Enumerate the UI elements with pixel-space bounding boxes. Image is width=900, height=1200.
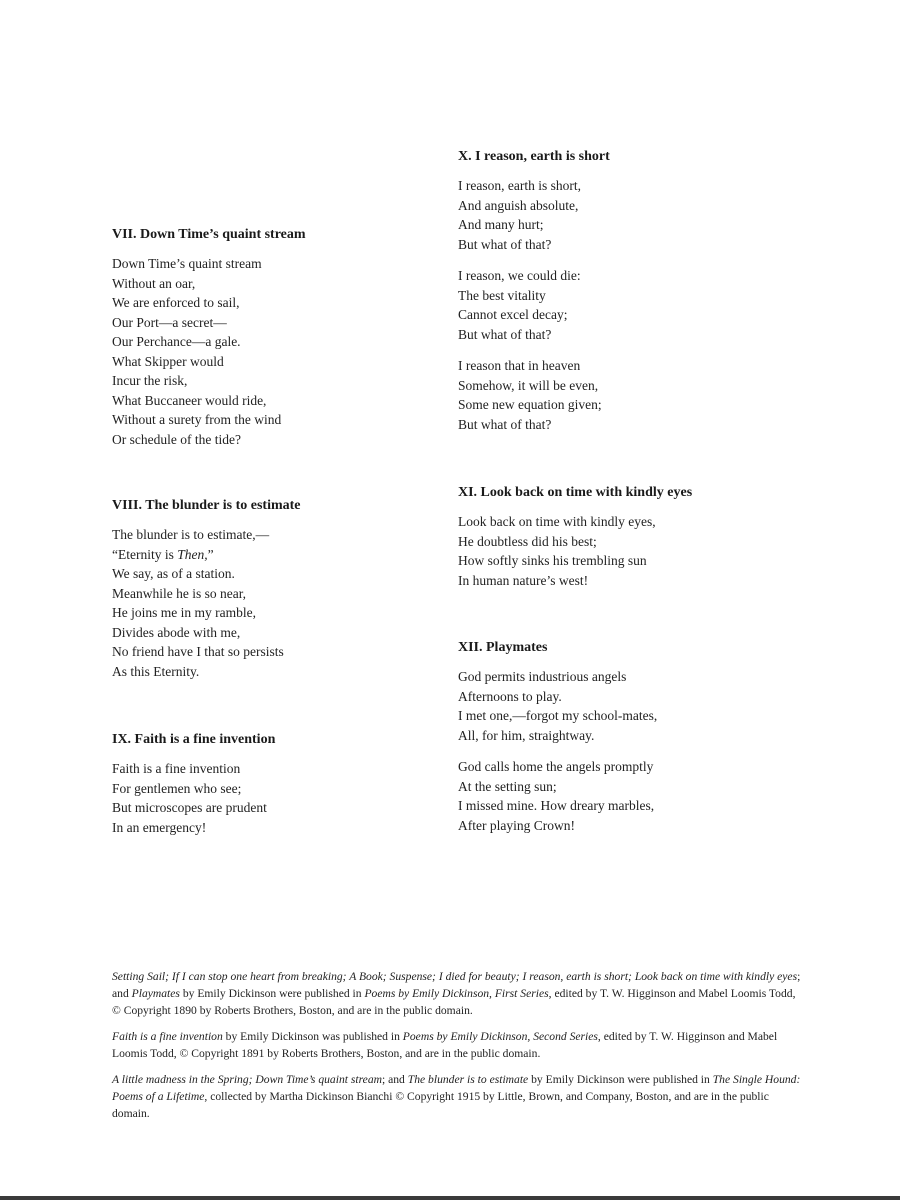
stanza — [458, 266, 610, 344]
credit-paragraph — [112, 1071, 802, 1122]
poem-line: All, for him, straightway. — [458, 727, 595, 743]
stanza — [458, 176, 610, 254]
poem-line: Divides abode with me, — [112, 624, 241, 640]
poem-line: “Eternity is Then,” — [112, 546, 214, 562]
stanza — [458, 356, 610, 434]
credit-text: , edited by T. W. Higginson and Mabel Loomis Todd, © Copyright 1890 by Roberts Brothers, Boston, and are in the public domain. — [112, 987, 796, 1017]
poem-line: But what of that? — [458, 236, 552, 252]
credit-title: Playmates — [131, 987, 180, 1000]
poem-line: Our Perchance—a gale. — [112, 334, 241, 349]
poem-line: For gentlemen who see; — [112, 780, 242, 796]
credit-title: Setting Sail; If I can stop one heart from breaking; A Book; Suspense; I died for beauty; I reason, earth is short; Look back on time with kindly eyes — [112, 970, 798, 983]
poem-line: Without a surety from the wind — [112, 412, 282, 427]
poem-line: God calls home the angels promptly — [458, 759, 654, 774]
poem-line: But microscopes are prudent — [112, 800, 267, 815]
credit-text: ; and — [112, 970, 801, 1000]
stanza — [458, 667, 657, 745]
poem-line: Without an oar, — [112, 275, 196, 291]
poem-line: Somehow, it will be even, — [458, 377, 599, 393]
poem-line: Afternoons to play. — [458, 688, 562, 704]
poem-ix — [112, 731, 275, 849]
poem-line: Faith is a fine invention — [112, 761, 241, 776]
credit-text: by Emily Dickinson was published in — [222, 1030, 403, 1043]
poem-line: In human nature’s west! — [458, 572, 589, 588]
poem-line: But what of that? — [458, 326, 552, 342]
poem-xii — [458, 639, 657, 847]
credit-title: The blunder is to estimate — [407, 1073, 529, 1086]
poem-line: I reason, earth is short, — [458, 178, 581, 193]
poem-line: After playing Crown! — [458, 817, 575, 833]
stanza — [112, 759, 275, 837]
poem-line: At the setting sun; — [458, 778, 557, 794]
credit-text: , edited by T. W. Higginson and Mabel Loomis Todd, © Copyright 1891 by Roberts Brothers, Boston, and are in the public domain. — [112, 1030, 778, 1060]
poem-viii — [112, 497, 301, 693]
stanza — [112, 254, 306, 449]
poem-line: He doubtless did his best; — [458, 533, 597, 549]
poem-line: I reason that in heaven — [458, 358, 581, 373]
poem-title: X. I reason, earth is short — [458, 149, 610, 164]
poem-line: I reason, we could die: — [458, 268, 581, 283]
poem-line: What Skipper would — [112, 353, 224, 369]
poem-line: Our Port—a secret— — [112, 314, 227, 330]
poem-title: IX. Faith is a fine invention — [112, 732, 276, 747]
poem-line: We are enforced to sail, — [112, 295, 240, 310]
poem-title: XI. Look back on time with kindly eyes — [458, 485, 693, 500]
credit-text: by Emily Dickinson were published in — [179, 987, 365, 1000]
credit-text: ; and — [382, 1073, 408, 1086]
poem-line: Incur the risk, — [112, 373, 188, 388]
credit-paragraph — [112, 968, 802, 1019]
poem-line: We say, as of a station. — [112, 566, 235, 581]
credit-title: Faith is a fine invention — [112, 1030, 223, 1043]
poem-line: What Buccaneer would ride, — [112, 392, 267, 408]
credit-title: Poems by Emily Dickinson, Second Series — [402, 1030, 598, 1043]
stanza — [458, 512, 692, 590]
page-bottom-rule — [0, 1196, 900, 1200]
credit-title: Poems by Emily Dickinson, First Series — [364, 987, 549, 1000]
poem-title: VIII. The blunder is to estimate — [112, 498, 301, 513]
poem-line: No friend have I that so persists — [112, 644, 284, 659]
poem-line: Down Time’s quaint stream — [112, 256, 262, 271]
credit-text: by Emily Dickinson were published in — [528, 1073, 713, 1086]
poem-line: But what of that? — [458, 416, 552, 432]
credit-paragraph — [112, 1028, 802, 1062]
poem-title: XII. Playmates — [458, 640, 548, 655]
poem-x — [458, 148, 610, 446]
poem-line: I missed mine. How dreary marbles, — [458, 798, 655, 813]
poem-line: I met one,—forgot my school-mates, — [458, 708, 658, 723]
poem-line: And anguish absolute, — [458, 197, 579, 213]
poem-title: VII. Down Time’s quaint stream — [112, 227, 306, 242]
poem-vii — [112, 226, 306, 461]
poem-line: The best vitality — [458, 287, 546, 303]
poem-line: God permits industrious angels — [458, 669, 627, 684]
credit-text: , collected by Martha Dickinson Bianchi © Copyright 1915 by Little, Brown, and Company, Boston, and are in the public domain. — [112, 1090, 769, 1120]
poem-line: Meanwhile he is so near, — [112, 585, 247, 601]
poem-line: Or schedule of the tide? — [112, 431, 241, 447]
poem-line: And many hurt; — [458, 217, 544, 232]
credit-title: The Single Hound: Poems of a Lifetime — [112, 1073, 801, 1103]
poem-line: As this Eternity. — [112, 663, 200, 679]
stanza — [112, 525, 301, 681]
poem-line: Some new equation given; — [458, 397, 602, 412]
poem-line: He joins me in my ramble, — [112, 605, 256, 620]
stanza — [458, 757, 657, 835]
credit-title: A little madness in the Spring; Down Time’s quaint stream — [112, 1073, 382, 1086]
poem-line: Cannot excel decay; — [458, 307, 568, 322]
poem-line: The blunder is to estimate,— — [112, 527, 270, 542]
publication-credits — [112, 968, 802, 1131]
poem-line: In an emergency! — [112, 819, 207, 835]
poem-line: Look back on time with kindly eyes, — [458, 514, 656, 529]
poem-xi — [458, 484, 692, 602]
poem-line: How softly sinks his trembling sun — [458, 553, 647, 568]
